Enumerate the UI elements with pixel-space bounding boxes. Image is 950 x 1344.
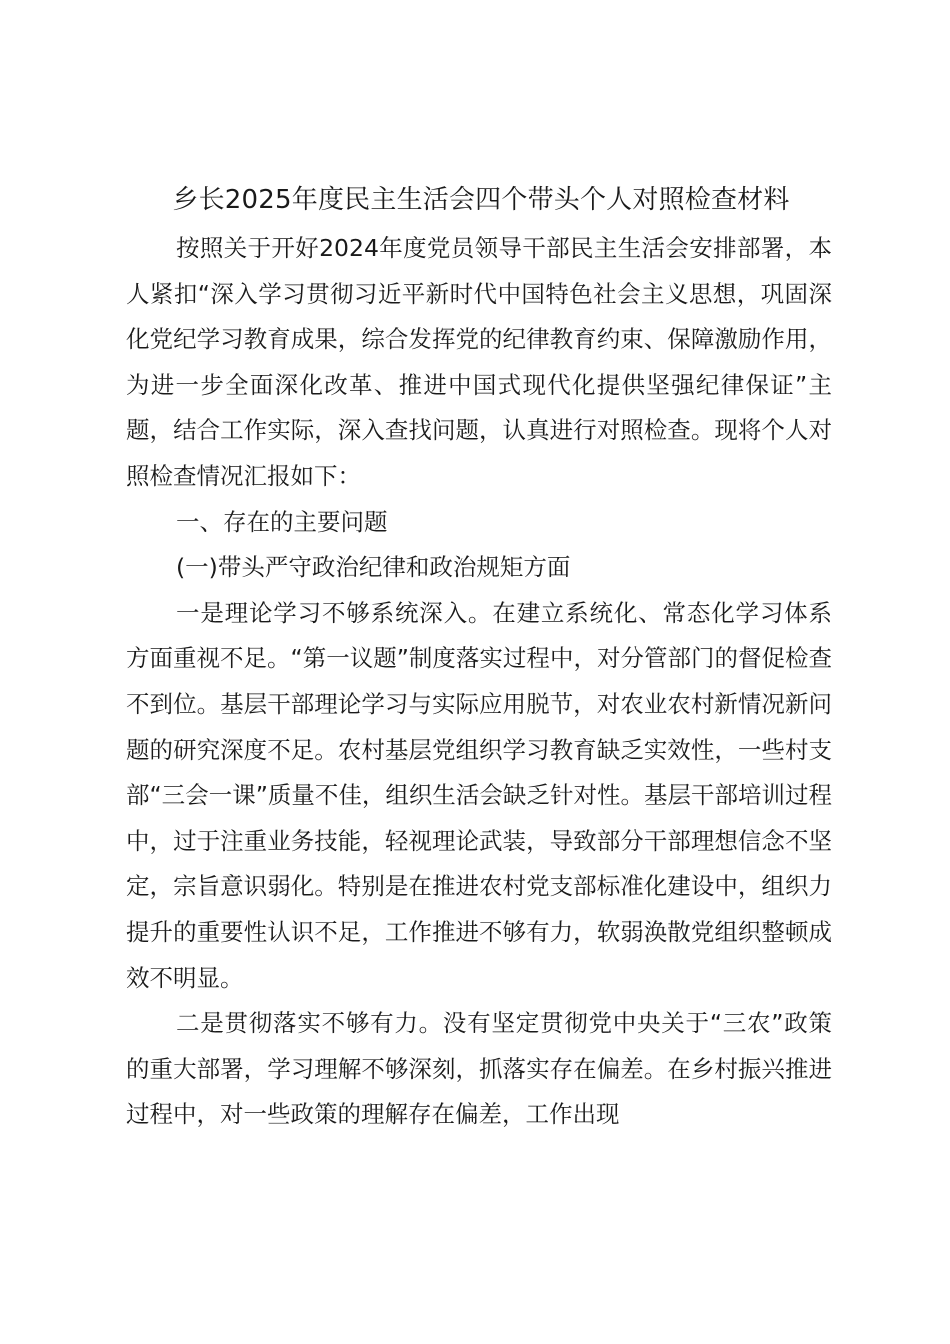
section-heading: 一、存在的主要问题 bbox=[176, 507, 388, 536]
document-title: 乡长2025年度民主生活会四个带头个人对照检查材料 bbox=[172, 185, 790, 215]
paragraph-intro: 按照关于开好2024年度党员领导干部民主生活会安排部署，本人紧扣“深入学习贯彻习近平新时代中国特色社会主义思想，巩固深化党纪学习教育成果，综合发挥党的纪律教育约束、保障激励作用，为进一步全面深化改革、推进中国式现代化提供坚强纪律保证”主题，结合工作实际，深入查找问题，认真进行对照检查。现将个人对照检查情况汇报如下： bbox=[126, 234, 832, 490]
paragraph-point-two: 二是贯彻落实不够有力。没有坚定贯彻党中央关于“三农”政策的重大部署，学习理解不够深刻，抓落实存在偏差。在乡村振兴推进过程中，对一些政策的理解存在偏差，工作出现 bbox=[126, 1009, 832, 1129]
paragraph-point-one: 一是理论学习不够系统深入。在建立系统化、常态化学习体系方面重视不足。“第一议题”制度落实过程中，对分管部门的督促检查不到位。基层干部理论学习与实际应用脱节，对农业农村新情况新问题的研究深度不足。农村基层党组织学习教育缺乏实效性，一些村支部“三会一课”质量不佳，组织生活会缺乏针对性。基层干部培训过程中，过于注重业务技能，轻视理论武装，导致部分干部理想信念不坚定，宗旨意识弱化。特别是在推进农村党支部标准化建设中，组织力提升的重要性认识不足，工作推进不够有力，软弱涣散党组织整顿成效不明显。 bbox=[126, 598, 832, 992]
document-body bbox=[126, 226, 832, 1138]
subsection-heading: (一)带头严守政治纪律和政治规矩方面 bbox=[176, 553, 571, 582]
